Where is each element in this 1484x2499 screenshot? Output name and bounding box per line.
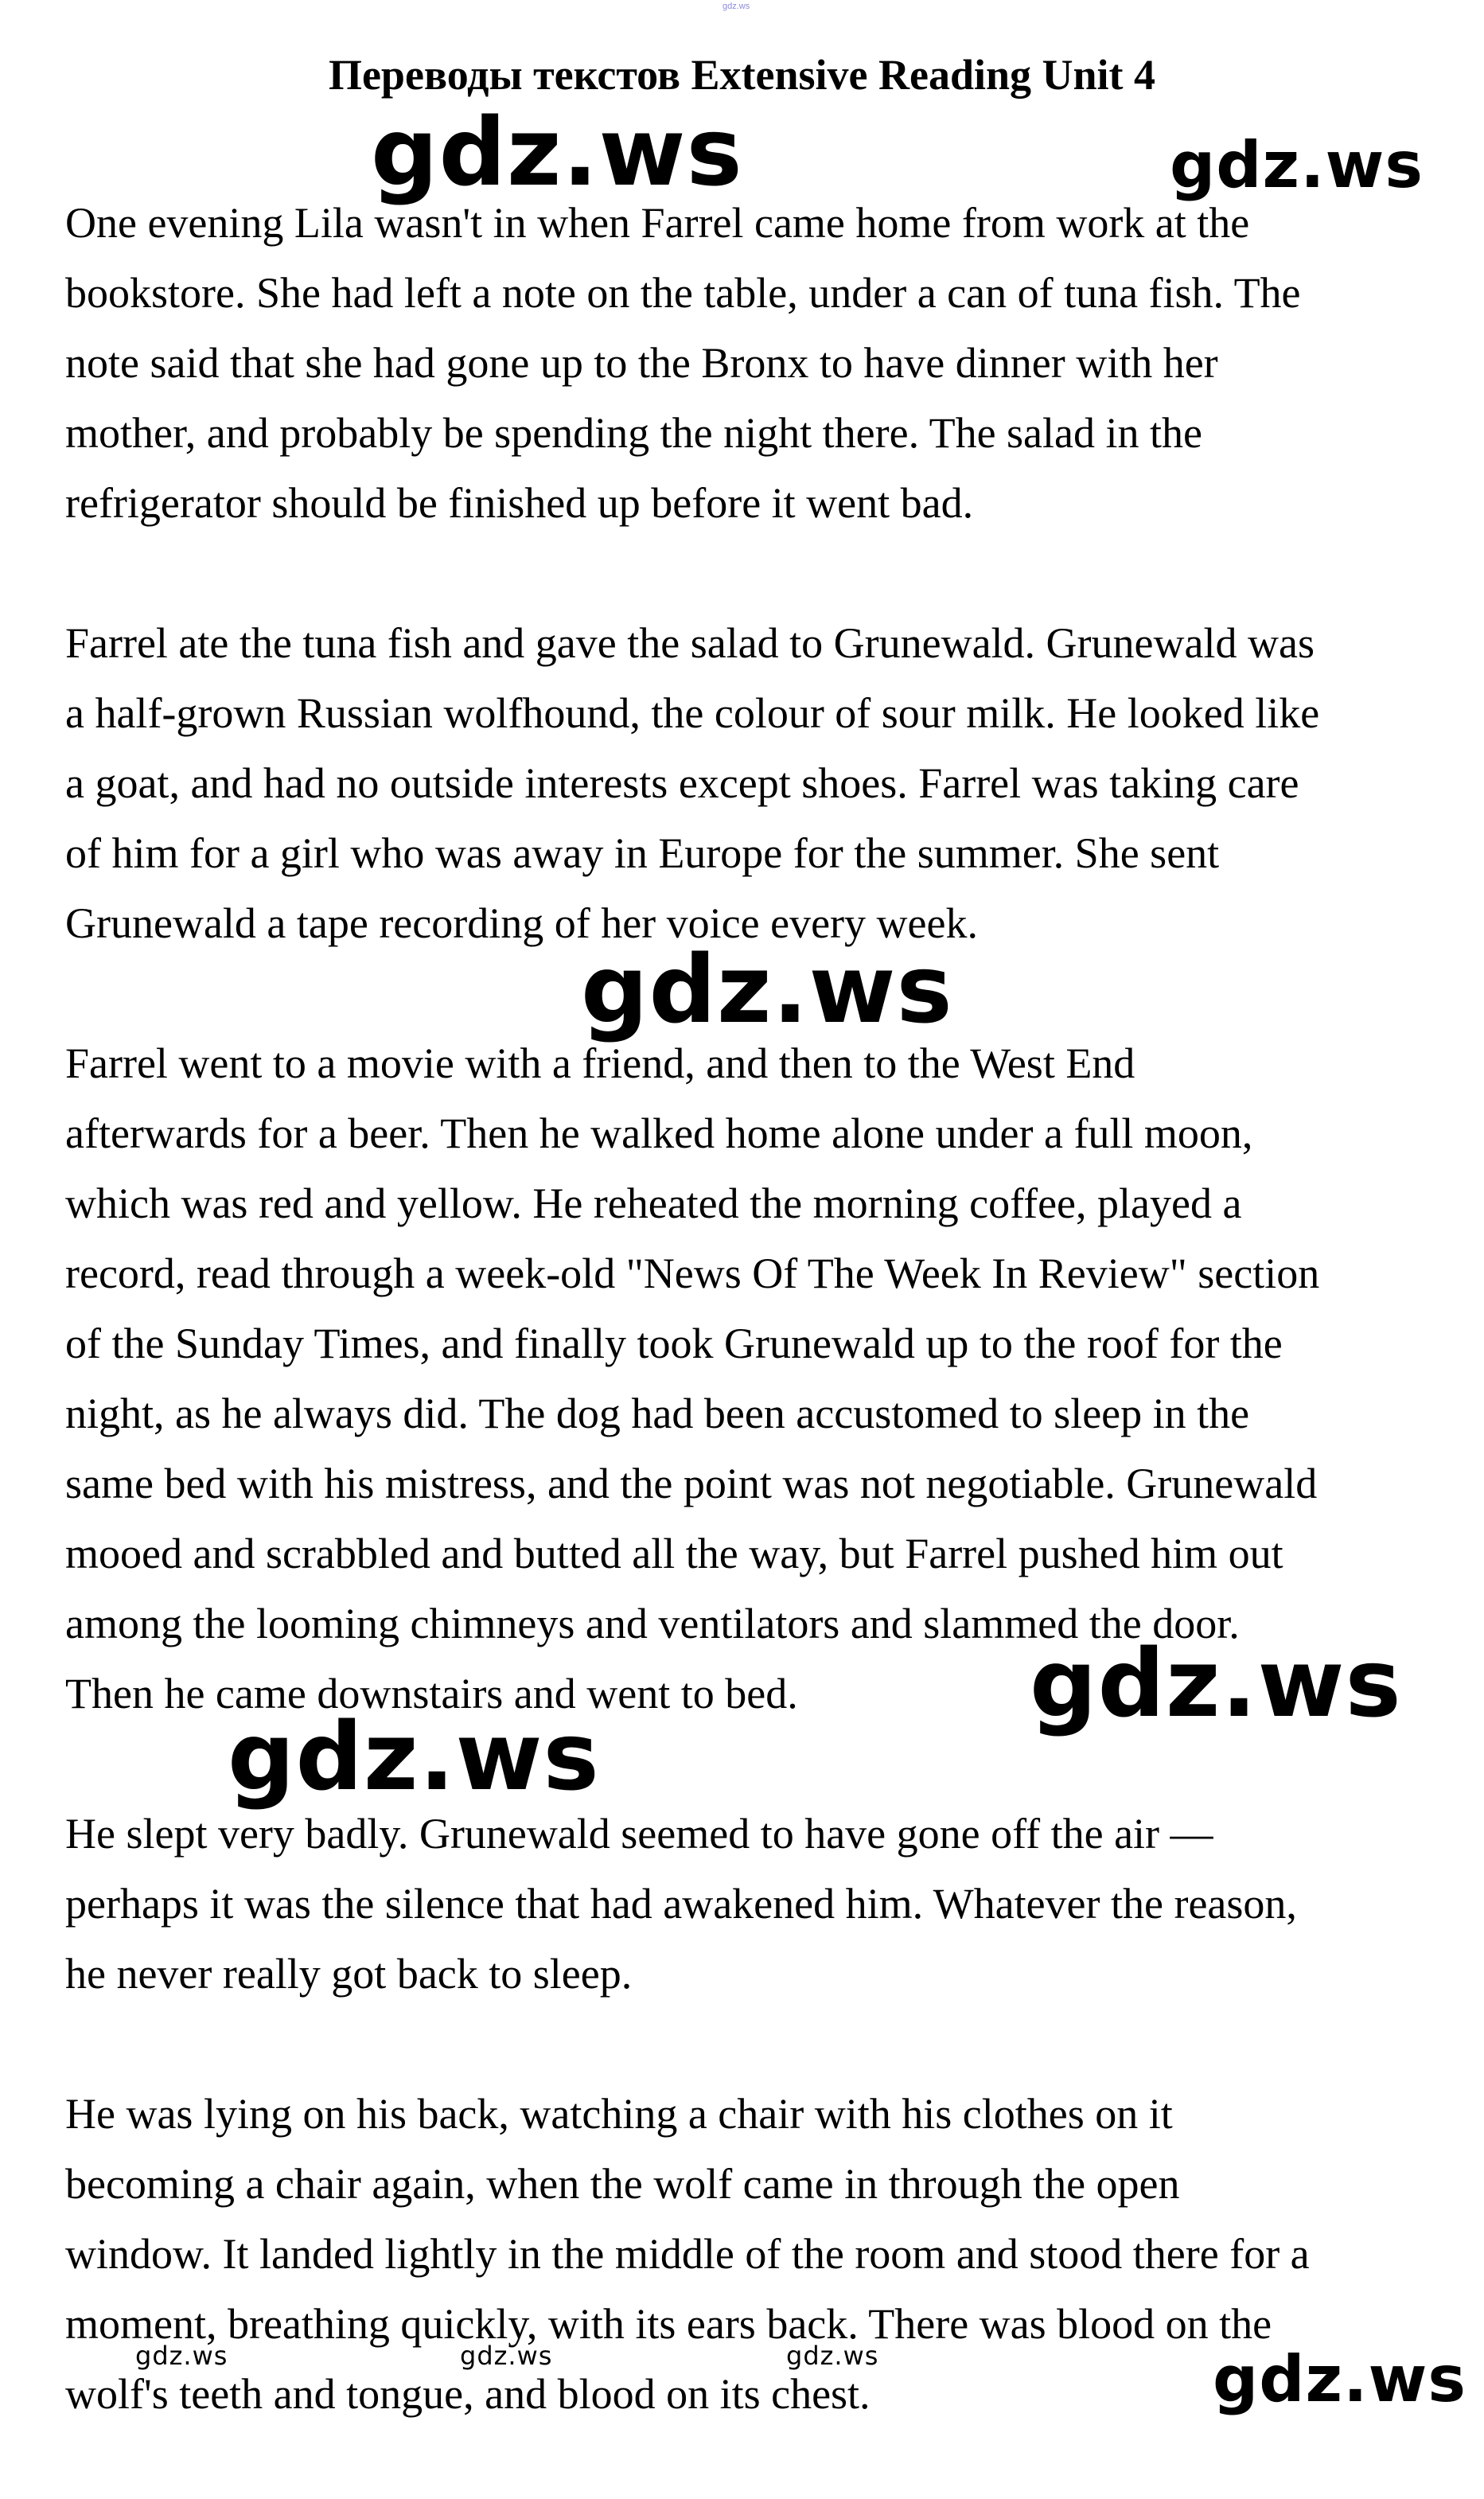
watermark: gdz.ws (460, 2341, 553, 2371)
watermark: gdz.ws (786, 2341, 879, 2371)
watermark: gdz.ws (1170, 128, 1424, 202)
watermark: gdz.ws (371, 97, 743, 207)
paragraph-2: Farrel ate the tuna fish and gave the salad to Grunewald. Grunewald was a half-grown Russian wolfhound, the colour of sour milk. He looked like a goat, and had no outside interests except shoes. Farrel was taking care of him for a girl who was away in Europe for the summer. She sent Grunewald a tape recording of her voice every week. (65, 619, 1320, 947)
paragraph-4: He slept very badly. Grunewald seemed to have gone off the air — perhaps it was the silence that had awakened him. Whatever the reason, he never really got back to sleep. (65, 1810, 1297, 1998)
paragraph-5: He was lying on his back, watching a chair with his clothes on it becoming a chair again, when the wolf came in through the open window. It landed lightly in the middle of the room and stood there for a moment, breathing quickly, with its ears back. There was blood on the wolf's teeth and tongue, and blood on its chest. (65, 2090, 1310, 2418)
watermark: gdz.ws (1213, 2342, 1467, 2416)
watermark: gdz.ws (135, 2341, 228, 2371)
watermark: gdz.ws (581, 934, 953, 1044)
top-watermark: gdz.ws (723, 2, 750, 11)
page-title: Переводы текстов Extensive Reading Unit 4 (328, 51, 1156, 99)
watermark: gdz.ws (228, 1702, 600, 1811)
watermark: gdz.ws (1030, 1628, 1402, 1738)
document-body (65, 188, 1450, 2499)
paragraph-3: Farrel went to a movie with a friend, and then to the West End afterwards for a beer. Then he walked home alone under a full moon, which was red and yellow. He reheated the morning coffee, played a record, read through a week-old "News Of The Week In Review" section of the Sunday Times, and finally took Grunewald up to the roof for the night, as he always did. The dog had been accustomed to sleep in the same bed with his mistress, and the point was not negotiable. Grunewald mooed and scrabbled and butted all the way, but Farrel pushed him out among the looming chimneys and ventilators and slammed the door. Then he came downstairs and went to bed. (65, 1039, 1320, 1717)
paragraph-1: One evening Lila wasn't in when Farrel came home from work at the bookstore. She had left a note on the table, under a can of tuna fish. The note said that she had gone up to the Bronx to have dinner with her mother, and probably be spending the night there. The salad in the refrigerator should be finished up before it went bad. (65, 199, 1301, 527)
